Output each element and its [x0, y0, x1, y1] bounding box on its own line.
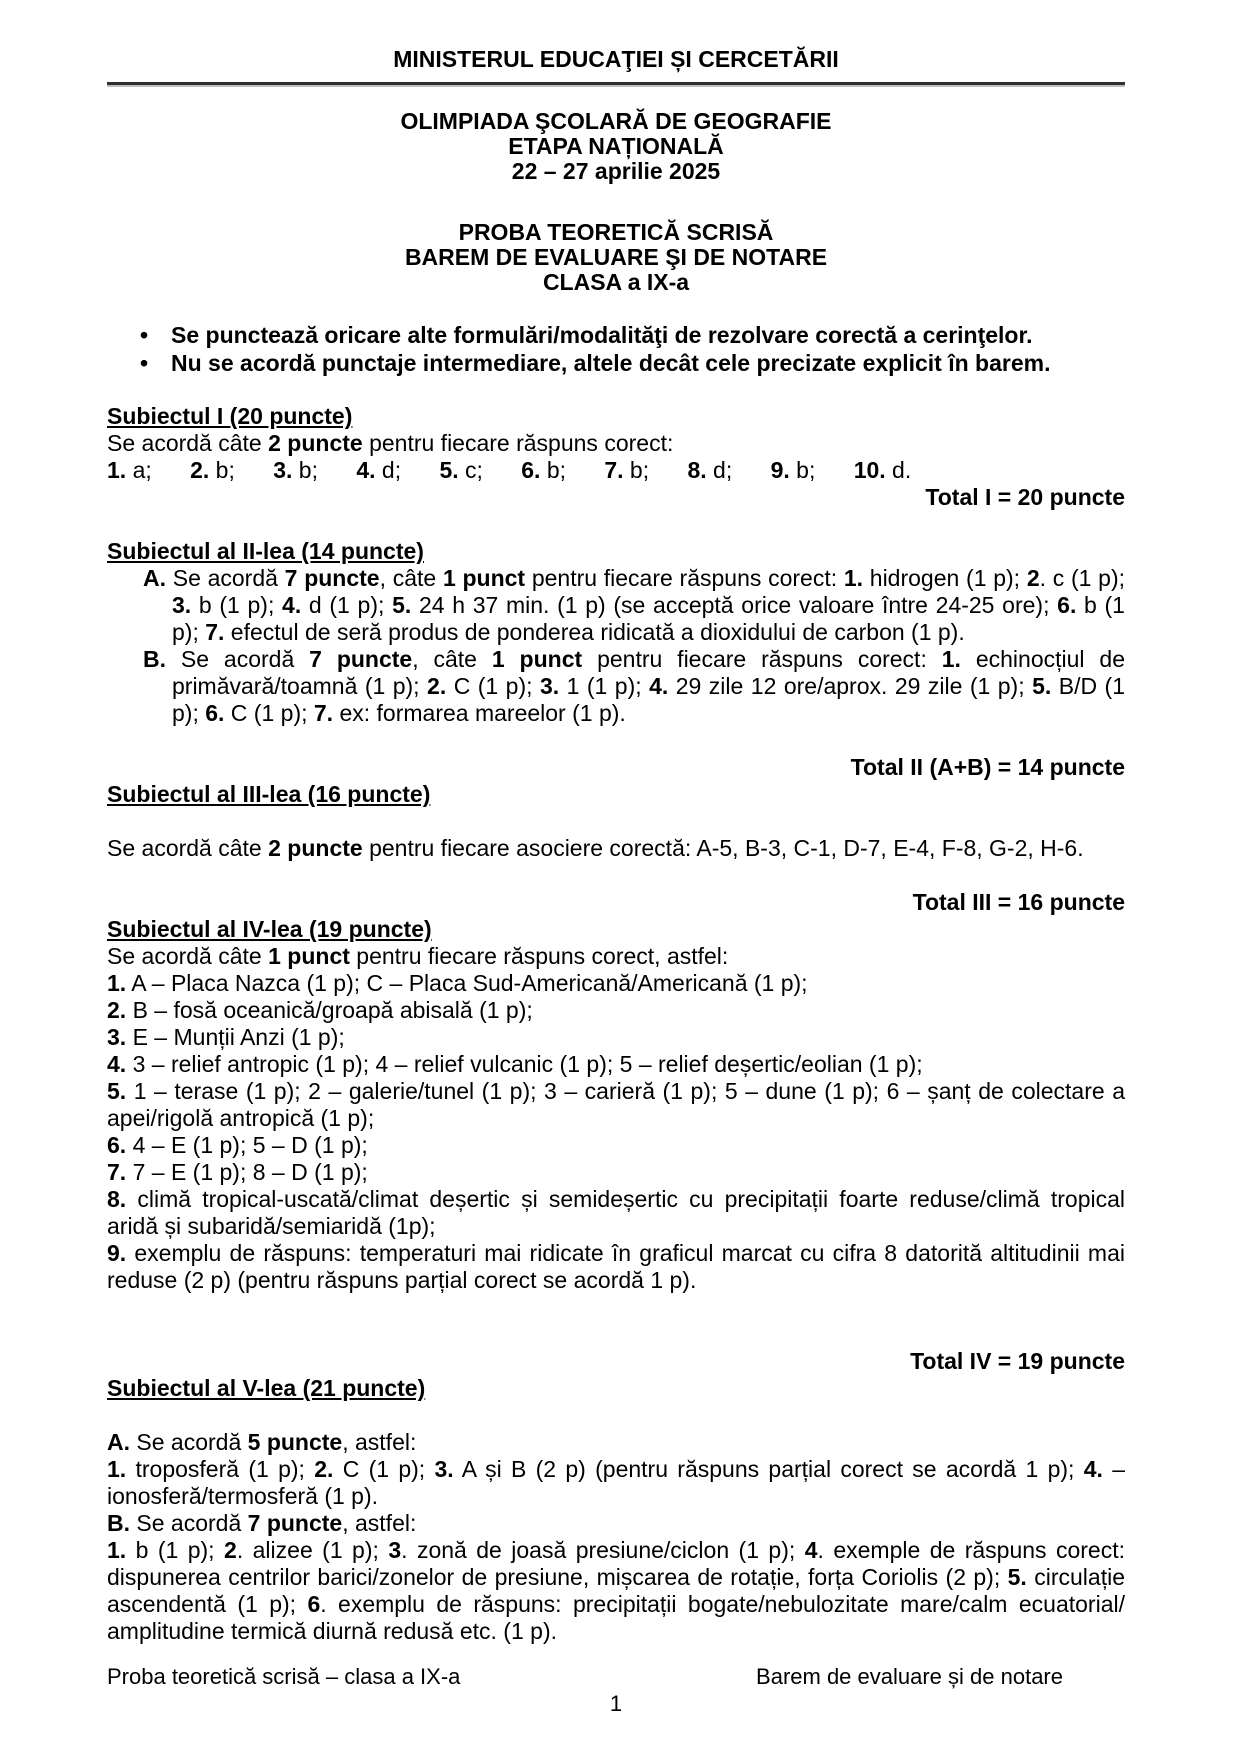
- subject-4-item-1: [107, 970, 1125, 997]
- test-type-title: PROBA TEORETICĂ SCRISĂ: [458, 219, 774, 245]
- text-segment: pentru fiecare răspuns corect:: [582, 646, 942, 672]
- title-block: [107, 109, 1125, 184]
- text-segment: – ionosferă/termosferă (1 p).: [107, 1456, 1125, 1509]
- text-segment: B.: [143, 646, 166, 672]
- text-segment: pentru fiecare răspuns corect:: [362, 430, 674, 456]
- subject-5-para-a: [107, 1429, 1125, 1456]
- text-segment: 7 puncte: [284, 565, 380, 591]
- text-segment: 4: [804, 1537, 818, 1563]
- text-segment: Nu se acordă punctaje intermediare, altele decât cele precizate explicit în barem.: [171, 350, 1051, 376]
- text-segment: 5 puncte: [247, 1429, 343, 1455]
- subject-1-answers: [107, 457, 1125, 484]
- footer-right-text: Barem de evaluare și de notare: [756, 1664, 1063, 1689]
- text-segment: 5.: [392, 592, 412, 618]
- subject-4-item-6: [107, 1132, 1125, 1159]
- text-segment: 2: [224, 1537, 237, 1563]
- text-segment: 2 puncte: [268, 430, 363, 456]
- rule-bullet-2: [107, 349, 1125, 377]
- text-segment: 1.: [107, 1537, 127, 1563]
- text-segment: . c (1 p);: [1039, 565, 1125, 591]
- text-segment: pentru fiecare asociere corectă: A-5, B-3, C-1, D-7, E-4, F-8, G-2, H-6.: [362, 835, 1084, 861]
- text-segment: 7.: [313, 700, 334, 726]
- subject-3-body: [107, 835, 1125, 862]
- page-number: 1: [609, 1691, 623, 1716]
- text-segment: E – Munții Anzi (1 p);: [126, 1024, 345, 1050]
- text-segment: 4.: [107, 1051, 127, 1077]
- text-segment: 3.: [539, 673, 560, 699]
- text-segment: 6.: [1057, 592, 1077, 618]
- text-segment: , câte: [412, 646, 492, 672]
- text-segment: 6.: [107, 1132, 127, 1158]
- subject-4-item-9: [107, 1240, 1125, 1294]
- text-segment: 3 – relief antropic (1 p); 4 – relief vulcanic (1 p); 5 – relief deșertic/eolian (1 p);: [126, 1051, 923, 1077]
- subject-2-item-a: [107, 565, 1125, 646]
- text-segment: 3.: [107, 1024, 127, 1050]
- text-segment: 2 puncte: [268, 835, 363, 861]
- text-segment: Se acordă: [130, 1429, 248, 1455]
- text-segment: . alizee (1 p);: [236, 1537, 389, 1563]
- subject-5-heading: Subiectul al V-lea (21 puncte): [107, 1375, 426, 1401]
- ministry-header: MINISTERUL EDUCAŢIEI ȘI CERCETĂRII: [107, 46, 1125, 85]
- olympiad-title: OLIMPIADA ŞCOLARĂ DE GEOGRAFIE: [400, 108, 832, 134]
- text-segment: 6: [307, 1591, 321, 1617]
- subject-4-heading: Subiectul al IV-lea (19 puncte): [107, 916, 432, 942]
- text-segment: C (1 p);: [446, 673, 540, 699]
- subject-5-para-b: [107, 1510, 1125, 1537]
- text-segment: Se acordă: [130, 1510, 248, 1536]
- text-segment: hidrogen (1 p);: [863, 565, 1027, 591]
- text-segment: 3.: [172, 592, 192, 618]
- text-segment: 5.: [439, 457, 459, 483]
- text-segment: Se acordă: [166, 646, 310, 672]
- text-segment: 3: [388, 1537, 402, 1563]
- rule-bullet-1: [107, 321, 1125, 349]
- subject-4-item-8: [107, 1186, 1125, 1240]
- footer-left-text: Proba teoretică scrisă – clasa a IX-a: [107, 1664, 461, 1689]
- text-segment: , astfel:: [342, 1429, 417, 1455]
- text-segment: 7.: [604, 457, 624, 483]
- text-segment: 7.: [205, 619, 225, 645]
- subject-4-total: Total IV = 19 puncte: [910, 1348, 1125, 1374]
- text-segment: a;: [126, 457, 191, 483]
- subject-2-heading: Subiectul al II-lea (14 puncte): [107, 538, 424, 564]
- text-segment: ex: formarea mareelor (1 p).: [333, 700, 626, 726]
- text-segment: Se acordă câte: [107, 835, 269, 861]
- text-segment: C (1 p);: [333, 1456, 435, 1482]
- text-segment: 1.: [107, 970, 127, 996]
- text-segment: A – Placa Nazca (1 p); C – Placa Sud-Americană/Americană (1 p);: [126, 970, 808, 996]
- text-segment: 6.: [521, 457, 541, 483]
- text-segment: 1.: [107, 457, 127, 483]
- text-segment: 29 zile 12 ore/aprox. 29 zile (1 p);: [668, 673, 1033, 699]
- text-segment: pentru fiecare răspuns corect, astfel:: [349, 943, 729, 969]
- subject-5-items-b: [107, 1537, 1125, 1645]
- text-segment: d;: [375, 457, 440, 483]
- subject-4: [107, 916, 1125, 1375]
- scoring-title: BAREM DE EVALUARE ŞI DE NOTARE: [404, 244, 828, 270]
- date-range: 22 – 27 aprilie 2025: [511, 158, 721, 184]
- text-segment: 7 – E (1 p); 8 – D (1 p);: [126, 1159, 368, 1185]
- subject-3-total: Total III = 16 puncte: [912, 889, 1125, 915]
- subject-2: [107, 538, 1125, 781]
- subject-1: [107, 403, 1125, 511]
- subject-1-total: Total I = 20 puncte: [925, 484, 1125, 510]
- text-segment: 1 – terase (1 p); 2 – galerie/tunel (1 p); 3 – carieră (1 p); 5 – dune (1 p); 6 – șanț de colectare a apei/rigolă antropică (1 p);: [107, 1078, 1125, 1131]
- text-segment: 2.: [314, 1456, 334, 1482]
- text-segment: echinocțiul de primăvară/toamnă (1 p);: [172, 646, 1125, 699]
- text-segment: B – fosă oceanică/groapă abisală (1 p);: [126, 997, 533, 1023]
- text-segment: 10.: [853, 457, 886, 483]
- text-segment: 1 punct: [442, 565, 526, 591]
- subject-4-item-7: [107, 1159, 1125, 1186]
- text-segment: 4.: [1083, 1456, 1103, 1482]
- text-segment: b (1 p);: [172, 592, 1125, 645]
- subject-4-item-4: [107, 1051, 1125, 1078]
- text-segment: 7 puncte: [309, 646, 413, 672]
- subject-1-intro: [107, 430, 1125, 457]
- text-segment: •: [140, 322, 149, 348]
- text-segment: , astfel:: [342, 1510, 417, 1536]
- text-segment: C (1 p);: [224, 700, 314, 726]
- text-segment: 5.: [107, 1078, 127, 1104]
- text-segment: pentru fiecare răspuns corect:: [525, 565, 844, 591]
- subject-5-items-a: [107, 1456, 1125, 1510]
- text-segment: d (1 p);: [301, 592, 393, 618]
- text-segment: . exemple de răspuns corect: dispunerea centrilor barici/zonelor de presiune, mișcarea de rotație, forța Coriolis (2 p);: [107, 1537, 1125, 1590]
- text-segment: 1 punct: [268, 943, 350, 969]
- text-segment: •: [140, 350, 149, 376]
- text-segment: 2: [1026, 565, 1040, 591]
- text-segment: 8.: [687, 457, 707, 483]
- text-segment: 7.: [107, 1159, 127, 1185]
- text-segment: climă tropical-uscată/climat deșertic și semideșertic cu precipitații foarte reduse/climă tropical aridă și subaridă/semiaridă (1p);: [107, 1186, 1125, 1239]
- text-segment: 6.: [205, 700, 225, 726]
- subject-4-item-2: [107, 997, 1125, 1024]
- subject-4-item-3: [107, 1024, 1125, 1051]
- text-segment: b;: [209, 457, 274, 483]
- text-segment: 4.: [356, 457, 376, 483]
- text-segment: 24 h 37 min. (1 p) (se acceptă orice valoare între 24-25 ore);: [411, 592, 1058, 618]
- text-segment: 1 (1 p);: [559, 673, 650, 699]
- class-title: CLASA a IX-a: [542, 269, 690, 295]
- text-segment: b (1 p);: [126, 1537, 225, 1563]
- text-segment: B/D (1 p);: [172, 673, 1125, 726]
- text-segment: b;: [789, 457, 854, 483]
- text-segment: 5.: [1007, 1564, 1027, 1590]
- text-segment: , câte: [379, 565, 443, 591]
- subject-4-intro: [107, 943, 1125, 970]
- text-segment: b (1 p);: [191, 592, 283, 618]
- text-segment: 1.: [107, 1456, 127, 1482]
- subject-3: [107, 781, 1125, 916]
- subject-1-heading: Subiectul I (20 puncte): [107, 403, 353, 429]
- text-segment: d.: [885, 457, 912, 483]
- text-segment: 4.: [282, 592, 302, 618]
- text-segment: c;: [458, 457, 522, 483]
- text-segment: 4.: [649, 673, 669, 699]
- text-segment: b;: [540, 457, 605, 483]
- text-segment: 8.: [107, 1186, 127, 1212]
- text-segment: 1.: [941, 646, 961, 672]
- text-segment: 1.: [843, 565, 864, 591]
- text-segment: 2.: [427, 673, 447, 699]
- text-segment: A.: [143, 565, 166, 591]
- text-segment: Se punctează oricare alte formulări/modalităţi de rezolvare corectă a cerinţelor.: [171, 322, 1033, 348]
- text-segment: Se acordă: [166, 565, 285, 591]
- text-segment: A.: [107, 1429, 130, 1455]
- text-segment: Se acordă câte: [107, 430, 269, 456]
- text-segment: d;: [706, 457, 771, 483]
- subject-2-total: Total II (A+B) = 14 puncte: [850, 754, 1125, 780]
- text-segment: . zonă de joasă presiune/ciclon (1 p);: [401, 1537, 805, 1563]
- text-segment: efectul de seră produs de ponderea ridicată a dioxidului de carbon (1 p).: [224, 619, 965, 645]
- text-segment: 3.: [434, 1456, 454, 1482]
- text-segment: 7 puncte: [247, 1510, 343, 1536]
- text-segment: 5.: [1032, 673, 1052, 699]
- text-segment: circulație ascendentă (1 p);: [107, 1564, 1125, 1617]
- stage-title: ETAPA NAȚIONALĂ: [508, 133, 724, 159]
- text-segment: B.: [107, 1510, 130, 1536]
- text-segment: Se acordă câte: [107, 943, 269, 969]
- page-footer: [107, 1664, 1125, 1690]
- subject-5: [107, 1375, 1125, 1645]
- subject-3-heading: Subiectul al III-lea (16 puncte): [107, 781, 431, 807]
- text-segment: 2.: [190, 457, 210, 483]
- text-segment: 4 – E (1 p); 5 – D (1 p);: [126, 1132, 368, 1158]
- subject-4-item-5: [107, 1078, 1125, 1132]
- text-segment: 3.: [273, 457, 293, 483]
- text-segment: A și B (2 p) (pentru răspuns parțial corect se acordă 1 p);: [453, 1456, 1084, 1482]
- text-segment: 1 punct: [491, 646, 583, 672]
- subject-2-item-b: [107, 646, 1125, 727]
- text-segment: b;: [292, 457, 357, 483]
- text-segment: 9.: [770, 457, 790, 483]
- text-segment: 2.: [107, 997, 127, 1023]
- general-rules: [107, 321, 1125, 377]
- text-segment: 9.: [107, 1240, 127, 1266]
- text-segment: . exemplu de răspuns: precipitații bogate/nebulozitate mare/calm ecuatorial/ amplitudine termică diurnă redusă etc. (1 p).: [107, 1591, 1125, 1644]
- text-segment: b;: [623, 457, 688, 483]
- subtitle-block: [107, 220, 1125, 295]
- text-segment: exemplu de răspuns: temperaturi mai ridicate în graficul marcat cu cifra 8 datorită altitudinii mai reduse (2 p) (pentru răspuns parțial corect se acordă 1 p).: [107, 1240, 1125, 1293]
- text-segment: troposferă (1 p);: [126, 1456, 315, 1482]
